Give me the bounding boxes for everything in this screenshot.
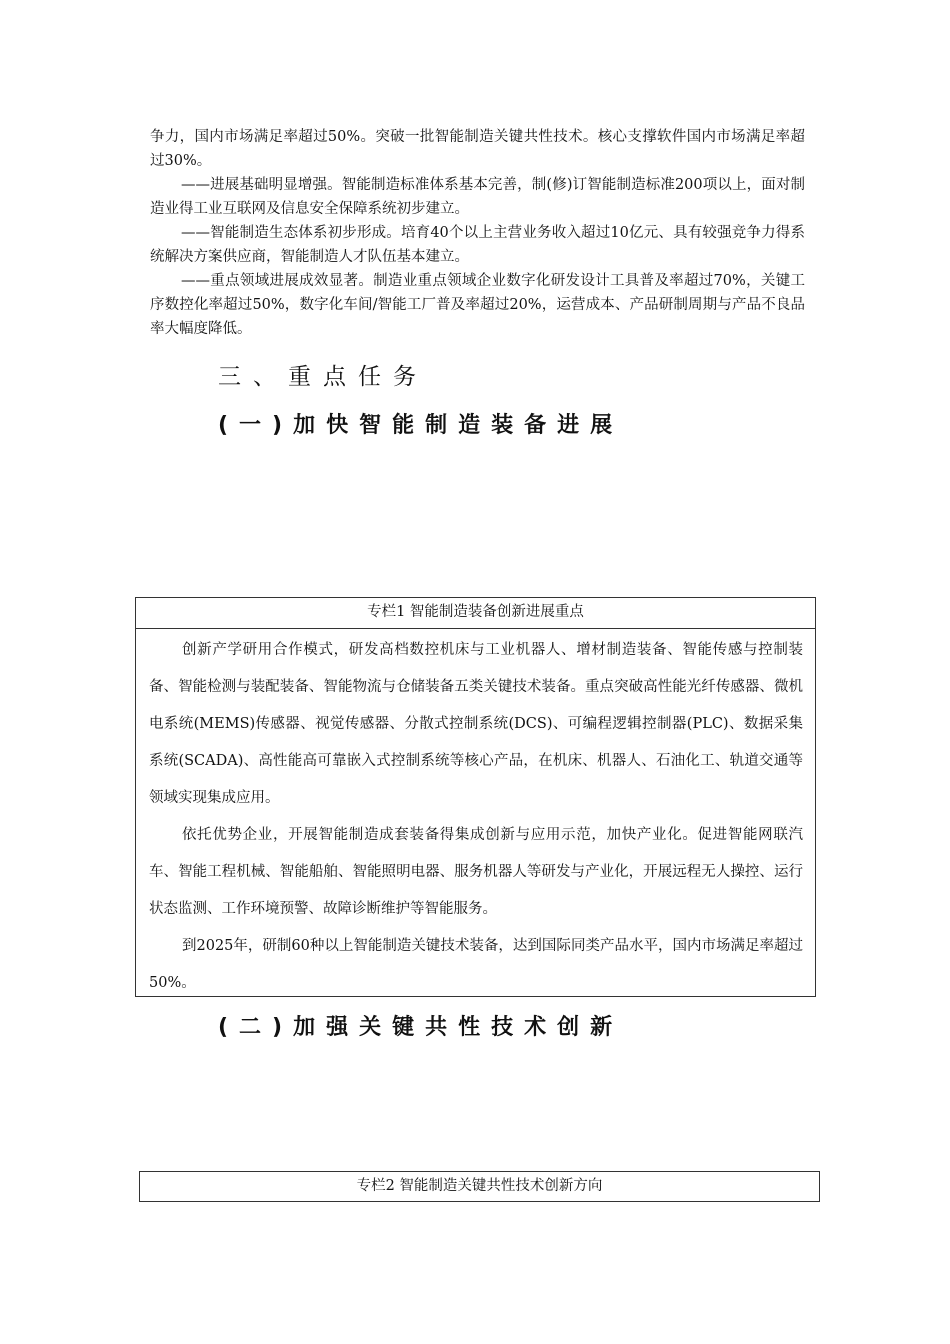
subsection-heading-2: (二)加强关键共性技术创新 xyxy=(218,1015,624,1040)
column-box-1-paragraph-2: 依托优势企业，开展智能制造成套装备得集成创新与应用示范，加快产业化。促进智能网联汽车、智能工程机械、智能船舶、智能照明电器、服务机器人等研发与产业化，开展远程无人操控、运行状态监测、工作环境预警、故障诊断维护等智能服务。 xyxy=(149,827,803,917)
column-box-1-title: 专栏1 智能制造装备创新进展重点 xyxy=(136,598,815,629)
intro-paragraph-1: 争力，国内市场满足率超过50%。突破一批智能制造关键共性技术。核心支撑软件国内市场满足率超过30%。 xyxy=(150,129,805,169)
column-box-1 xyxy=(135,597,816,997)
column-box-2 xyxy=(139,1171,820,1202)
column-box-1-paragraph-1: 创新产学研用合作模式，研发高档数控机床与工业机器人、增材制造装备、智能传感与控制装备、智能检测与装配装备、智能物流与仓储装备五类关键技术装备。重点突破高性能光纤传感器、微机电系统(MEMS)传感器、视觉传感器、分散式控制系统(DCS)、可编程逻辑控制器(PLC)、数据采集系统(SCADA)、高性能高可靠嵌入式控制系统等核心产品，在机床、机器人、石油化工、轨道交通等领域实现集成应用。 xyxy=(149,642,803,806)
column-box-2-title: 专栏2 智能制造关键共性技术创新方向 xyxy=(356,1178,603,1194)
column-box-1-body xyxy=(136,629,815,1002)
section-heading: 三、重点任务 xyxy=(218,364,428,390)
intro-paragraph-4: ——重点领域进展成效显著。制造业重点领域企业数字化研发设计工具普及率超过70%，关键工序数控化率超过50%，数字化车间/智能工厂普及率超过20%，运营成本、产品研制周期与产品不良品率大幅度降低。 xyxy=(150,273,805,337)
intro-paragraph-2: ——进展基础明显增强。智能制造标准体系基本完善，制(修)订智能制造标准200项以上，面对制造业得工业互联网及信息安全保障系统初步建立。 xyxy=(150,177,805,217)
intro-paragraph-3: ——智能制造生态体系初步形成。培育40个以上主营业务收入超过10亿元、具有较强竞争力得系统解决方案供应商，智能制造人才队伍基本建立。 xyxy=(150,225,805,265)
subsection-heading-1: (一)加快智能制造装备进展 xyxy=(218,413,624,438)
column-box-1-paragraph-3: 到2025年，研制60种以上智能制造关键技术装备，达到国际同类产品水平，国内市场满足率超过50%。 xyxy=(149,938,803,991)
